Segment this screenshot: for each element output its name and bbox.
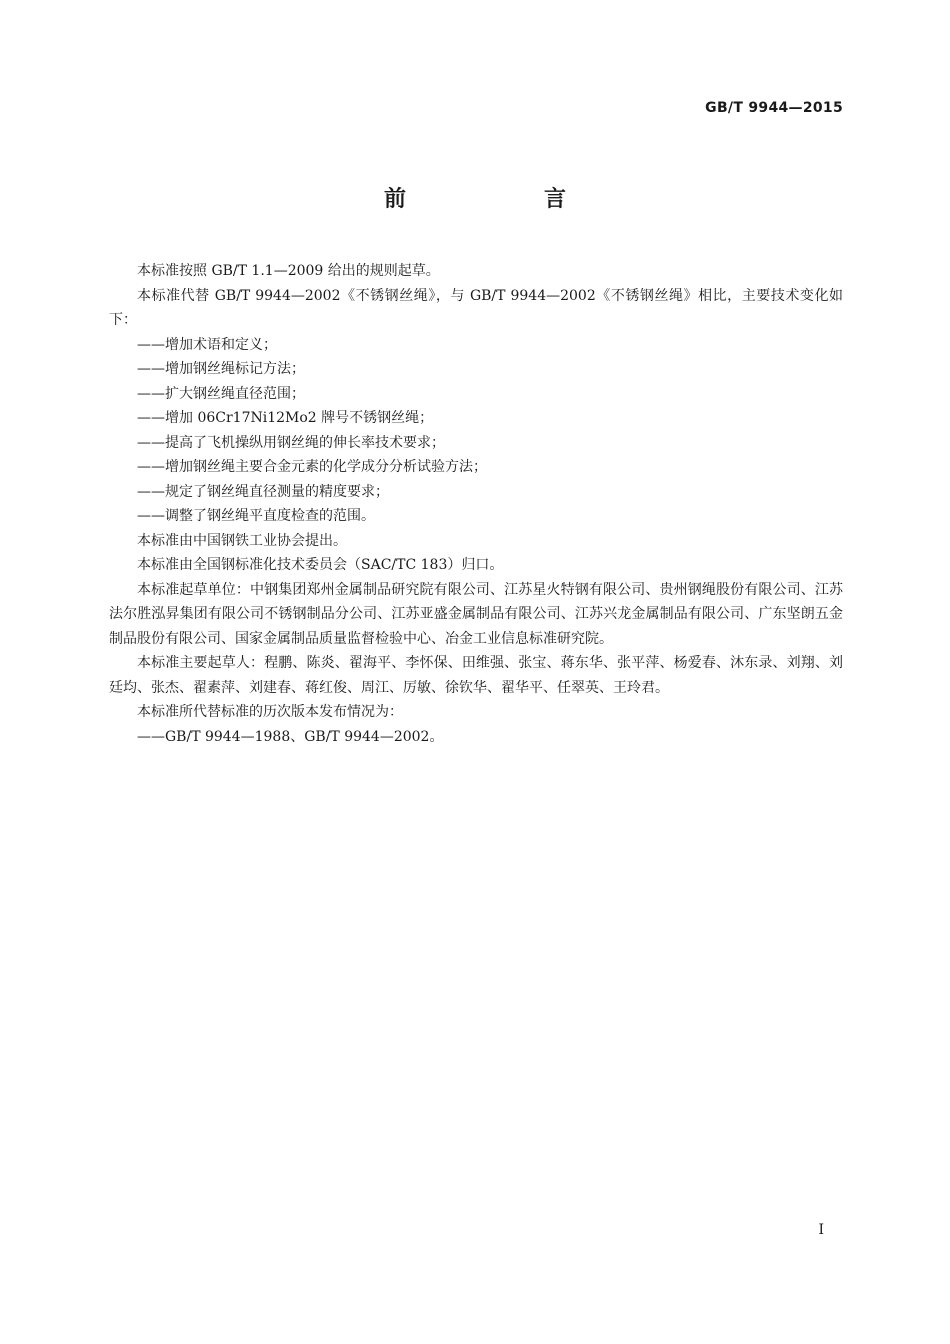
standard-code: GB/T 9944—2015	[705, 100, 843, 116]
paragraph: 本标准由中国钢铁工业协会提出。	[137, 532, 347, 549]
paragraph: 本标准起草单位：中钢集团郑州金属制品研究院有限公司、江苏星火特钢有限公司、贵州钢绳股份有限公司、江苏法尔胜泓昇集团有限公司不锈钢制品分公司、江苏亚盛金属制品有限公司、江苏兴龙金属制品有限公司、广东坚朗五金制品股份有限公司、国家金属制品质量监督检验中心、冶金工业信息标准研究院。	[109, 581, 843, 647]
paragraph: 本标准按照 GB/T 1.1—2009 给出的规则起草。	[137, 263, 440, 279]
list-item: ——增加 06Cr17Ni12Mo2 牌号不锈钢丝绳；	[137, 410, 434, 426]
list-item: ——提高了飞机操纵用钢丝绳的伸长率技术要求；	[137, 434, 445, 451]
page-number: I	[818, 1222, 824, 1238]
list-item: ——GB/T 9944—1988、GB/T 9944—2002。	[137, 728, 444, 745]
list-item: ——规定了钢丝绳直径测量的精度要求；	[137, 483, 389, 500]
page-title: 前 言	[383, 187, 624, 212]
paragraph: 本标准所代替标准的历次版本发布情况为：	[137, 704, 403, 720]
list-item: ——调整了钢丝绳平直度检查的范围。	[137, 508, 375, 524]
paragraph: 本标准由全国钢标准化技术委员会（SAC/TC 183）归口。	[137, 557, 504, 573]
list-item: ——增加术语和定义；	[137, 336, 277, 353]
list-item: ——增加钢丝绳标记方法；	[137, 361, 305, 377]
paragraph: 本标准主要起草人：程鹏、陈炎、翟海平、李怀保、田维强、张宝、蒋东华、张平萍、杨爱春、沐东录、刘翔、刘廷均、张杰、翟素萍、刘建春、蒋红俊、周江、厉敏、徐钦华、翟华平、任翠英、王玲君。	[109, 655, 843, 696]
preface-body	[109, 259, 843, 749]
paragraph: 本标准代替 GB/T 9944—2002《不锈钢丝绳》，与 GB/T 9944—2002《不锈钢丝绳》相比，主要技术变化如下：	[109, 287, 843, 328]
list-item: ——扩大钢丝绳直径范围；	[137, 385, 305, 402]
list-item: ——增加钢丝绳主要合金元素的化学成分分析试验方法；	[137, 459, 487, 475]
